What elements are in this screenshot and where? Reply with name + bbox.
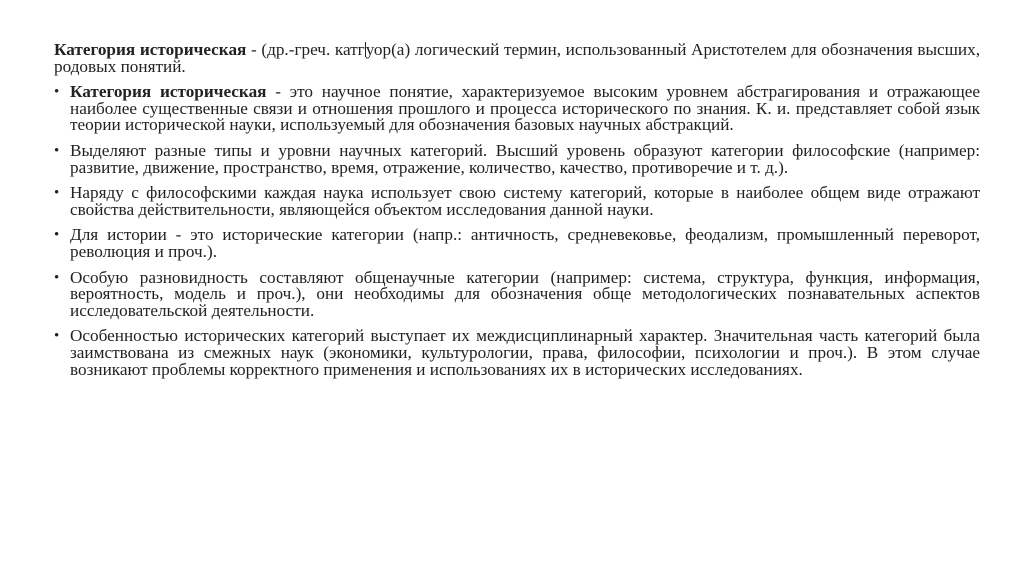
- intro-text-part2: уор(а) логический термин, использованный Аристотелем для обозначения высших, родовых понятий.: [54, 40, 980, 76]
- bullet-icon: •: [54, 84, 60, 101]
- list-item: [54, 267, 980, 320]
- intro-term: Категория историческая: [54, 40, 247, 59]
- bullet-icon: •: [54, 328, 60, 345]
- bullet-list: [54, 84, 980, 378]
- list-item: [54, 328, 980, 378]
- list-item: [54, 185, 980, 218]
- bullet-icon: •: [54, 227, 60, 244]
- intro-paragraph: [54, 42, 980, 75]
- bullet-text: - это научное понятие, характеризуемое высоким уровнем абстрагирования и отражающее наиболее существенные связи и отношения прошлого и процесса исторического по знания. К. и. представляет собой язык теории исторической науки, используемый для обозначения базовых научных абстракций.: [70, 82, 981, 135]
- list-item: [54, 227, 980, 260]
- bullet-icon: •: [54, 185, 60, 202]
- slide-content: [54, 42, 980, 387]
- bullet-text: Особенностью исторических категорий выступает их междисциплинарный характер. Значительная часть категорий была заимствована из смежных наук (экономики, культурологии, права, философии, психологии и проч.). В этом случае возникают проблемы корректного применения и использованиях их в исторических исследованиях.: [70, 326, 980, 379]
- bullet-term: Категория историческая: [70, 82, 267, 102]
- list-item: [54, 84, 980, 134]
- bullet-icon: •: [54, 269, 60, 286]
- bullet-text: Наряду с философскими каждая наука использует свою систему категорий, которые в наиболее общем виде отражают свойства действительности, являющейся объектом исследования данной науки.: [70, 183, 980, 219]
- list-item: [54, 140, 980, 177]
- bullet-icon: •: [54, 142, 60, 159]
- intro-text-part1: - (др.-греч. катг: [246, 40, 365, 59]
- bullet-text: Особую разновидность составляют общенаучные категории (например: система, структура, функция, информация, вероятность, модель и проч.), они необходимы для обозначения обще методологических познавательных аспектов исследовательской деятельности.: [70, 267, 980, 320]
- bullet-text: Выделяют разные типы и уровни научных категорий. Высший уровень образуют категории философские (например: развитие, движение, пространство, время, отражение, количество, качество, противоречие и т. д.).: [70, 140, 980, 177]
- bullet-text: Для истории - это исторические категории (напр.: античность, средневековье, феодализм, промышленный переворот, революция и проч.).: [70, 225, 980, 261]
